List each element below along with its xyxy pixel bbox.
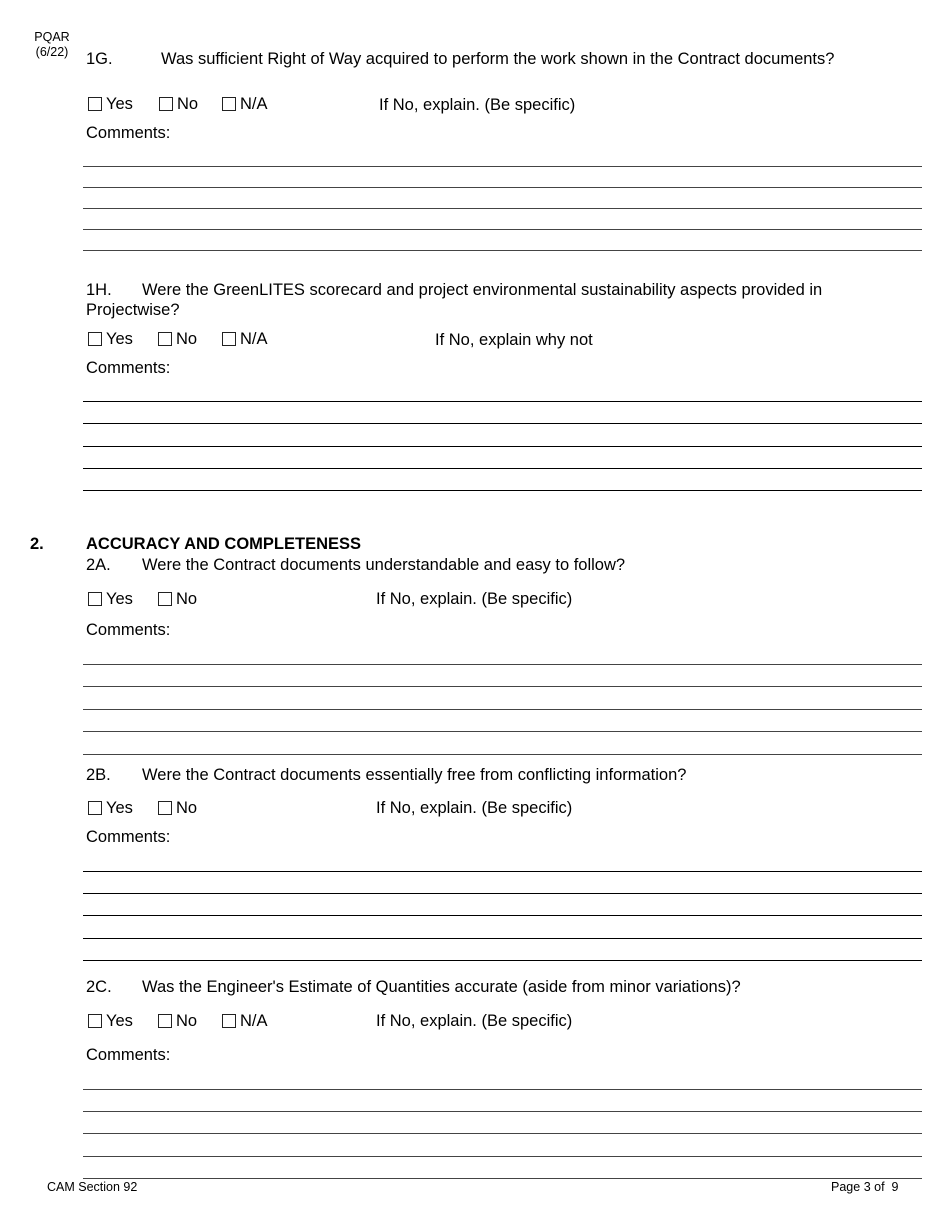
no-checkbox-2c[interactable]: No <box>158 1012 197 1031</box>
instruction-1h: If No, explain why not <box>435 331 593 349</box>
instruction-2a: If No, explain. (Be specific) <box>376 590 573 608</box>
form-date: (6/22) <box>35 45 69 59</box>
comment-line[interactable] <box>83 446 922 447</box>
checkbox-box[interactable] <box>88 97 102 111</box>
yes-checkbox-1h[interactable]: Yes <box>88 330 133 349</box>
na-checkbox-2c[interactable]: N/A <box>222 1012 268 1031</box>
checkbox-box[interactable] <box>158 801 172 815</box>
yes-checkbox-2c[interactable]: Yes <box>88 1012 133 1031</box>
comment-line[interactable] <box>83 1089 922 1090</box>
footer-section: CAM Section 92 <box>47 1180 138 1194</box>
comment-line[interactable] <box>83 468 922 469</box>
question-number: 1H. <box>86 281 112 299</box>
checkbox-box[interactable] <box>88 1014 102 1028</box>
comment-line[interactable] <box>83 401 922 402</box>
instruction-2b: If No, explain. (Be specific) <box>376 799 573 817</box>
comment-line[interactable] <box>83 731 922 732</box>
comment-line[interactable] <box>83 250 922 251</box>
form-code: PQAR <box>34 30 70 44</box>
section-number: 2. <box>30 535 44 553</box>
checkbox-box[interactable] <box>158 332 172 346</box>
comments-label-1g: Comments: <box>86 124 171 142</box>
question-2c <box>86 978 741 997</box>
question-number: 2B. <box>86 766 111 784</box>
checkbox-box[interactable] <box>159 97 173 111</box>
checkbox-box[interactable] <box>88 332 102 346</box>
comments-label-1h: Comments: <box>86 359 171 377</box>
question-text: Were the Contract documents essentially free from conflicting information? <box>142 766 687 784</box>
page-current: 3 <box>863 1180 871 1194</box>
question-2a <box>86 556 625 575</box>
question-1g <box>86 50 834 69</box>
comment-line[interactable] <box>83 490 922 491</box>
instruction-1g: If No, explain. (Be specific) <box>379 96 576 114</box>
comment-line[interactable] <box>83 686 922 687</box>
comment-line[interactable] <box>83 229 922 230</box>
yes-checkbox-2a[interactable]: Yes <box>88 590 133 609</box>
comment-line[interactable] <box>83 1133 922 1134</box>
no-checkbox-1h[interactable]: No <box>158 330 197 349</box>
form-header <box>30 30 74 60</box>
checkbox-box[interactable] <box>88 592 102 606</box>
comment-line[interactable] <box>83 187 922 188</box>
question-2b <box>86 766 686 785</box>
section-title: ACCURACY AND COMPLETENESS <box>86 535 362 553</box>
comment-line[interactable] <box>83 915 922 916</box>
page-of: of <box>874 1180 885 1194</box>
comment-line[interactable] <box>83 1111 922 1112</box>
question-text: Was sufficient Right of Way acquired to perform the work shown in the Contract documents? <box>161 50 835 68</box>
comment-line[interactable] <box>83 166 922 167</box>
question-number: 2A. <box>86 556 111 574</box>
question-1h <box>86 280 822 320</box>
checkbox-box[interactable] <box>158 592 172 606</box>
comments-label-2a: Comments: <box>86 621 171 639</box>
comment-line[interactable] <box>83 871 922 872</box>
footer-rule <box>83 1178 922 1179</box>
no-checkbox-1g[interactable]: No <box>159 95 198 114</box>
comment-line[interactable] <box>83 664 922 665</box>
checkbox-box[interactable] <box>88 801 102 815</box>
comment-line[interactable] <box>83 960 922 961</box>
no-checkbox-2a[interactable]: No <box>158 590 197 609</box>
question-text: Was the Engineer's Estimate of Quantities accurate (aside from minor variations)? <box>142 978 741 996</box>
question-number: 2C. <box>86 978 112 996</box>
na-checkbox-1g[interactable]: N/A <box>222 95 268 114</box>
page-label: Page <box>831 1180 861 1194</box>
comment-line[interactable] <box>83 709 922 710</box>
comment-line[interactable] <box>83 423 922 424</box>
na-checkbox-1h[interactable]: N/A <box>222 330 268 349</box>
page-total: 9 <box>891 1180 899 1194</box>
yes-checkbox-2b[interactable]: Yes <box>88 799 133 818</box>
comments-label-2b: Comments: <box>86 828 171 846</box>
checkbox-box[interactable] <box>158 1014 172 1028</box>
checkbox-box[interactable] <box>222 1014 236 1028</box>
question-text-cont: Projectwise? <box>86 301 180 319</box>
checkbox-box[interactable] <box>222 332 236 346</box>
checkbox-box[interactable] <box>222 97 236 111</box>
yes-checkbox-1g[interactable]: Yes <box>88 95 133 114</box>
comment-line[interactable] <box>83 208 922 209</box>
question-number: 1G. <box>86 50 113 68</box>
page-indicator <box>831 1180 898 1194</box>
instruction-2c: If No, explain. (Be specific) <box>376 1012 573 1030</box>
no-checkbox-2b[interactable]: No <box>158 799 197 818</box>
question-text: Were the GreenLITES scorecard and project environmental sustainability aspects provided in <box>142 281 823 299</box>
comments-label-2c: Comments: <box>86 1046 171 1064</box>
comment-line[interactable] <box>83 938 922 939</box>
comment-line[interactable] <box>83 754 922 755</box>
comment-line[interactable] <box>83 893 922 894</box>
comment-line[interactable] <box>83 1156 922 1157</box>
question-text: Were the Contract documents understandable and easy to follow? <box>142 556 626 574</box>
